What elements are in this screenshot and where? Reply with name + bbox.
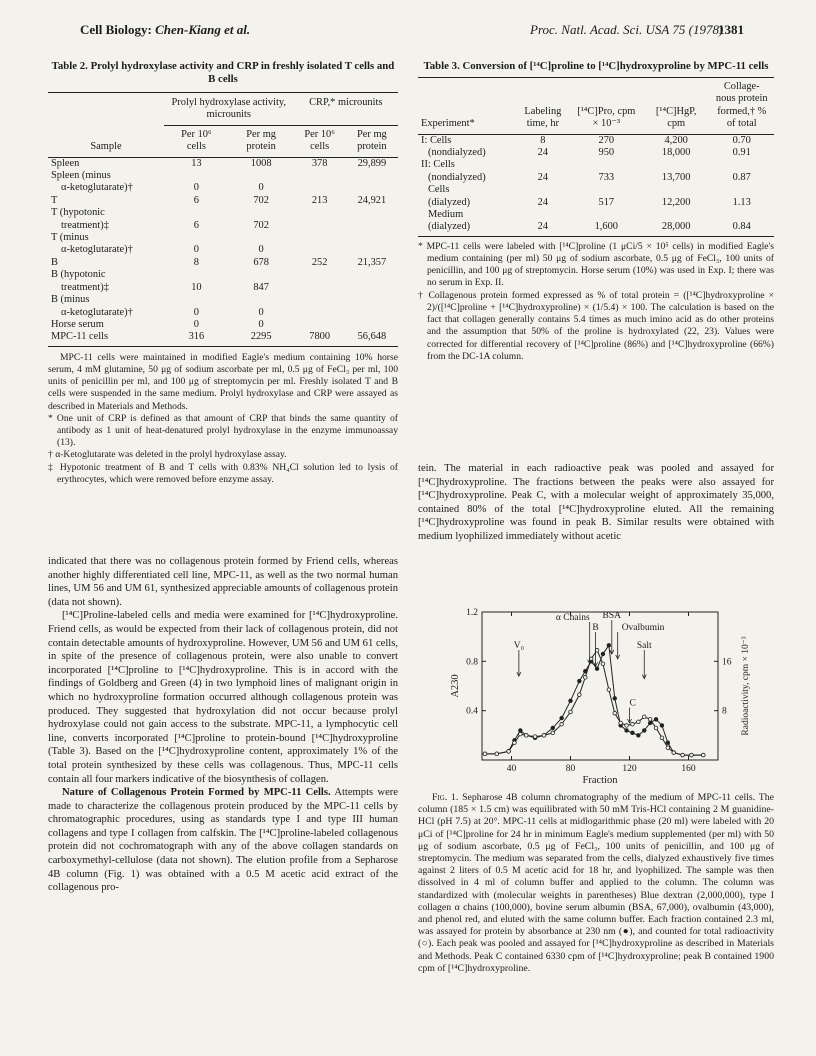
y2-tick-label: 16 xyxy=(722,657,732,668)
table-3-cell: 0.70 xyxy=(732,134,751,146)
table-2-cell: 378 xyxy=(311,157,328,169)
table-2-sample xyxy=(48,207,164,232)
table-2-cell xyxy=(294,294,346,319)
table-2-cell: 8 xyxy=(193,256,199,268)
radioactivity-point xyxy=(495,752,499,756)
absorbance-point xyxy=(601,652,605,656)
radioactivity-point xyxy=(613,711,617,715)
table-2-caption: Table 2. Prolyl hydroxylase activity and CRP in freshly isolated T cells and B cells xyxy=(51,60,395,85)
table-3-cell xyxy=(709,159,774,171)
table-2-sample xyxy=(48,294,164,319)
table-2-sample xyxy=(48,157,164,170)
table-3-row xyxy=(418,159,774,171)
table-2-cell xyxy=(346,294,398,319)
right-body-text xyxy=(418,462,774,544)
table-3-col-collagenous: Collage- nous protein formed,† % of total xyxy=(715,81,768,130)
absorbance-point xyxy=(595,667,599,671)
table-2-sample-line-2: treatment)‡ xyxy=(61,219,109,231)
x-tick-label: 120 xyxy=(622,764,637,774)
table-2-sample-line-1: T xyxy=(51,194,58,206)
table-3-grid xyxy=(418,81,774,234)
absorbance-point xyxy=(631,731,635,735)
table-2-cell xyxy=(294,319,346,331)
left-paragraph-3-text: Attempts were made to characterize the collagenous protein produced by the MPC-11 cells by chromatographic procedures, using as standards type I and type III human collagens and type I collagen from calfskin. The [¹⁴C]proline-labeled collagenous protein did not cochromatograph with any of the above collagen standards on carboxymethyl-cellulose (data not shown). The elution profile from a Sepharose 4B column (Fig. 1) was obtained with a 0.5 M acetic acid extract of the collagenous pro- xyxy=(48,787,398,894)
right-paragraph-1: tein. The material in each radioactive peak was pooled and assayed for [¹⁴C]hydroxyproline. The fractions between the peaks were also assayed for [¹⁴C]hydroxyproline. Peak C, with a molecular weight of approximately 35,000, contained 80% of the total [¹⁴C]hydroxyproline eluted. All the remaining [¹⁴C]hydroxyproline was found in peak B. Similar results were obtained with medium lyophilized immediately without acetic xyxy=(418,463,774,542)
x-tick-label: 160 xyxy=(681,764,696,774)
table-2-cell: 213 xyxy=(311,194,328,206)
annotation-label: V₀ xyxy=(513,641,524,651)
table-2-cell xyxy=(346,170,398,195)
table-3-cell: 24 xyxy=(537,221,549,233)
table-2-row xyxy=(48,195,398,207)
table-2-sample xyxy=(48,331,164,343)
table-2-cell: 678 xyxy=(253,256,269,268)
table-3-cell xyxy=(570,209,643,221)
absorbance-point xyxy=(560,716,564,720)
absorbance-point xyxy=(654,718,658,722)
table-3-cell xyxy=(570,184,643,196)
table-3-cell: 733 xyxy=(598,171,615,183)
table-3-row xyxy=(418,197,774,209)
radioactivity-point xyxy=(625,724,629,728)
page-number: 1381 xyxy=(718,22,744,37)
annotation-label: Ovalbumin xyxy=(621,623,665,633)
absorbance-point xyxy=(666,741,670,745)
absorbance-point xyxy=(660,724,664,728)
table-3-cell xyxy=(643,159,710,171)
table-2-sample-line-1: MPC-11 cells xyxy=(51,331,109,343)
left-paragraph-2: [¹⁴C]Proline-labeled cells and media were examined for [¹⁴C]hydroxyproline. Friend cells, as would be expected from their lack of collagenous protein, did not contain detectable amounts of hydroxyproline. However, UM 56 and UM 61 cells, in spite of the presence of collagenous protein, were also unable to convert incorporated [¹⁴C]proline to [¹⁴C]hydroxyproline. This is in accord with the findings of Goldberg and Green (4) in two lymphoid lines of malignant origin in which no hydroxyproline formation occurred although collagenous protein was produced. They suggested that hydroxylation did not occur because prolyl hydroxylase could not gain access to the substrate. MPC-11, a lymphocytic cell line, converts incorporated [¹⁴C]proline to protein-bound [¹⁴C]hydroxyproline (Table 3). Based on the [¹⁴C]hydroxyproline content, approximately 1% of the total protein synthesized by these cells was collagenous. Thus, MPC-11 cells contain all four markers indicative of the biosynthesis of collagen. xyxy=(48,610,398,785)
section-heading: Nature of Collagenous Protein Formed by MPC-11 Cells. xyxy=(62,787,331,799)
x-axis-label: Fraction xyxy=(582,775,618,786)
table-2-cell: 7800 xyxy=(309,331,331,343)
table-3-cell: 4,200 xyxy=(664,134,688,146)
table-2-cell: 0 xyxy=(258,306,264,318)
table-3-footnotes xyxy=(418,241,774,363)
radioactivity-point xyxy=(607,688,611,692)
table-2-note-ddagger: ‡ Hypotonic treatment of B and T cells with 0.83% NH₄Cl solution led to lysis of erythrocytes, which were removed before enzyme assay. xyxy=(48,461,398,485)
table-2-cell: 24,921 xyxy=(357,194,387,206)
table-3-cell: 8 xyxy=(540,134,546,146)
table-2-cell: 6 xyxy=(193,194,199,206)
table-2-row xyxy=(48,207,398,232)
table-2-cell xyxy=(294,170,346,195)
table-3-row xyxy=(418,221,774,233)
table-3-row xyxy=(418,147,774,159)
table-3-col-time: Labeling time, hr xyxy=(524,105,562,130)
author-label: Chen-Kiang et al. xyxy=(155,22,251,37)
radioactivity-point xyxy=(578,693,582,697)
table-3-note-dagger: † Collagenous protein formed expressed as % of total protein = ([¹⁴C]hydroxyproline × 2)/([¹⁴C]proline + [¹⁴C]hydroxyproline) × (1/5.4) × 100. The calculation is based on the fact that collagen generally contains 5.4 times as much imino acid as do other proteins and the assumption that 50% of the proline is hydroxylated (22, 23). Values were corrected for differential recovery of [¹⁴C]proline (86%) and [¹⁴C]hydroxyproline (66%) from the DC-1A column. xyxy=(418,289,774,362)
table-3-cell xyxy=(516,209,570,221)
absorbance-point xyxy=(613,697,617,701)
table-2-note-main: MPC-11 cells were maintained in modified Eagle's medium containing 10% horse serum, 4 mM glutamine, 50 μg of sodium ascorbate per ml, 0.5 μg of FeCl₃ per ml, 100 units of penicillin per ml, and 100 μg of streptomycin per ml. Freshly isolated T and B cells were suspended in the same medium. Prolyl hydroxylase and CRP were assayed as described in Materials and Methods. xyxy=(48,351,398,412)
table-3-experiment: I: Cells xyxy=(421,134,452,146)
radioactivity-point xyxy=(701,753,705,757)
absorbance-point xyxy=(625,729,629,733)
y-tick-label: 0.4 xyxy=(466,706,478,717)
table-3-experiment: Medium xyxy=(428,209,464,221)
radioactivity-point xyxy=(690,753,694,757)
table-3-note-star: * MPC-11 cells were labeled with [¹⁴C]proline (1 μCi/5 × 10⁵ cells) in modified Eagle's medium containing (per ml) 50 μg of sodium ascorbate, 0.5 μg of FeCl₃, 100 units of penicillin, and 100 μg of streptomycin. Horse serum (10%) was used in Exp. I; there was no serum in Exp. II. xyxy=(418,240,774,289)
annotation-label: Salt xyxy=(636,641,652,651)
table-2-cell xyxy=(294,232,346,257)
table-2-cell: 56,648 xyxy=(357,331,387,343)
table-2-note-star: * One unit of CRP is defined as that amount of CRP that binds the same quantity of antibody as 1 unit of heat-denatured prolyl hydroxylase in the enzyme immunoassay (13). xyxy=(48,412,398,449)
table-2-sample-line-1: Spleen xyxy=(51,157,80,169)
table-2-cell: 702 xyxy=(253,194,269,206)
table-2-cell: 0 xyxy=(193,318,199,330)
left-body-text xyxy=(48,555,398,895)
annotation-label: α Chains xyxy=(555,613,590,623)
table-3-cell: 1.13 xyxy=(732,196,751,208)
table-2-cell: 21,357 xyxy=(357,256,387,268)
table-2-sample-line-2: α-ketoglutarate)† xyxy=(61,244,133,256)
figure-1-caption-text: Sepharose 4B column chromatography of the medium of MPC-11 cells. The column (185 × 1.5 cm) was equilibrated with 50 mM Tris-HCl containing 2 M guanidine-HCl (pH 7.5) at 20°. MPC-11 cells at midlogarithmic phase (20 ml) were labeled with 20 μCi of [¹⁴C]proline for 24 hr in minimum Eagle's medium supplemented (per ml) with 50 μg of sodium ascorbate, 0.5 μg of FeCl₃, 100 units of penicillin, and 100 μg of streptomycin. The medium was separated from the cells, dialyzed exhaustively five times against 2 liters of 0.5 M acetic acid for 18 hr, and lyophilized. The sample was then dissolved in 4 ml of column buffer and applied to the column. The column was standardized with (molecular weights in parentheses) Blue dextran (2,000,000), type I collagen α chains (100,000), bovine serum albumin (BSA, 67,000), ovalbumin (43,000), and phenol red, and eluted with the same column buffer. Each fraction contained 2.3 ml, was assayed for protein by absorbance at 230 nm (●), and counted for total radioactivity (○). Each peak was pooled and assayed for [¹⁴C]hydroxyproline as described in Materials and Methods. Peak C contained 6330 cpm of [¹⁴C]hydroxyproline; peak B contained 1900 cpm of [¹⁴C]hydroxyproline. xyxy=(418,792,774,974)
y-tick-label: 0.8 xyxy=(466,657,478,668)
journal-citation: Proc. Natl. Acad. Sci. USA 75 (1978) xyxy=(530,22,724,37)
table-2-row xyxy=(48,170,398,195)
table-3-cell: 12,200 xyxy=(661,196,691,208)
table-3-caption: Table 3. Conversion of [¹⁴C]proline to [¹⁴C]hydroxyproline by MPC-11 cells xyxy=(423,60,769,72)
table-2-cell: 0 xyxy=(258,318,264,330)
table-2-row xyxy=(48,319,398,331)
radioactivity-point xyxy=(551,731,555,735)
radioactivity-point xyxy=(519,732,523,736)
table-3-col-pro: [¹⁴C]Pro, cpm × 10⁻³ xyxy=(577,105,636,130)
radioactivity-point xyxy=(637,720,641,724)
table-3-row xyxy=(418,172,774,184)
table-2-cell xyxy=(346,207,398,232)
table-2-footnotes xyxy=(48,352,398,486)
absorbance-point xyxy=(569,699,573,703)
radioactivity-point xyxy=(483,752,487,756)
table-2-cell: 6 xyxy=(193,219,199,231)
left-paragraph-1: indicated that there was no collagenous protein formed by Friend cells, whereas another highly differentiated cell line, MPC-11, as well as the two normal human lines, UM 56 and UM 61, synthesized appreciable amounts of collagenous protein (data not shown). xyxy=(48,556,398,608)
table-2-cell: 2295 xyxy=(250,331,272,343)
table-3-experiment: (nondialyzed) xyxy=(428,171,486,183)
table-2-cell xyxy=(346,319,398,331)
table-3-cell xyxy=(570,159,643,171)
table-3-cell: 0.91 xyxy=(732,147,751,159)
radioactivity-point xyxy=(672,751,676,755)
table-2-sample xyxy=(48,257,164,269)
table-2-cell xyxy=(346,232,398,257)
table-2-cell xyxy=(294,207,346,232)
left-paragraph-3 xyxy=(48,786,398,895)
radioactivity-point xyxy=(533,735,537,739)
table-2-row xyxy=(48,257,398,269)
table-2-col-permg-b: Per mg protein xyxy=(357,128,387,153)
table-3-experiment: (dialyzed) xyxy=(428,196,471,208)
table-3-cell xyxy=(516,184,570,196)
table-2-cell: 847 xyxy=(253,281,269,293)
radioactivity-point xyxy=(654,726,658,730)
table-2-group-1: Prolyl hydroxylase activity, microunits xyxy=(171,97,286,121)
table-2-sample-line-2: α-ketoglutarate)† xyxy=(61,306,133,318)
table-3-cell: 24 xyxy=(537,171,549,183)
table-3-experiment: (dialyzed) xyxy=(428,221,471,233)
table-2-col-sample: Sample xyxy=(90,141,122,153)
table-3-cell: 28,000 xyxy=(661,221,691,233)
table-3-cell: 517 xyxy=(598,196,615,208)
radioactivity-point xyxy=(524,734,528,738)
table-3-cell: 270 xyxy=(598,134,615,146)
table-2-cell: 29,899 xyxy=(357,157,387,169)
table-2-cell: 0 xyxy=(193,244,199,256)
table-2-row xyxy=(48,331,398,343)
radioactivity-point xyxy=(601,662,605,666)
table-2-sample-line-1: Spleen (minus xyxy=(51,170,111,182)
table-3-cell xyxy=(709,184,774,196)
table-3-cell xyxy=(709,209,774,221)
table-2-cell: 10 xyxy=(191,281,202,293)
table-2-sample-line-2: treatment)‡ xyxy=(61,281,109,293)
radioactivity-point xyxy=(583,676,587,680)
table-2-row xyxy=(48,157,398,170)
table-3-cell: 1,600 xyxy=(594,221,618,233)
absorbance-point xyxy=(578,679,582,683)
radioactivity-point xyxy=(507,750,511,754)
y-axis-label: A230 xyxy=(450,674,461,698)
table-2-cell: 13 xyxy=(191,157,202,169)
radioactivity-line xyxy=(485,650,703,755)
x-tick-label: 40 xyxy=(506,764,517,774)
table-2-cell: 702 xyxy=(253,219,269,231)
table-2-cell: 0 xyxy=(193,306,199,318)
figure-1-chart xyxy=(418,600,774,790)
table-2-cell: 252 xyxy=(311,256,328,268)
table-2-cell: 0 xyxy=(258,244,264,256)
absorbance-point xyxy=(551,726,555,730)
table-3-experiment: (nondialyzed) xyxy=(428,147,486,159)
table-2-row xyxy=(48,294,398,319)
table-2-sample-line-1: B (minus xyxy=(51,294,90,306)
radioactivity-point xyxy=(619,721,623,725)
table-2-sample xyxy=(48,232,164,257)
table-2-cell: 316 xyxy=(188,331,205,343)
table-3-cell: 24 xyxy=(537,147,549,159)
radioactivity-point xyxy=(681,753,685,757)
table-3-cell: 0.84 xyxy=(732,221,751,233)
y-tick-label: 1.2 xyxy=(466,608,478,618)
table-2-sample-line-1: B (hypotonic xyxy=(51,269,106,281)
absorbance-point xyxy=(637,734,641,738)
table-3-cell xyxy=(643,184,710,196)
table-3-col-hgp: [¹⁴C]HgP, cpm xyxy=(655,105,697,130)
running-head-left xyxy=(80,22,250,38)
table-2-row xyxy=(48,232,398,257)
table-2-cell xyxy=(294,269,346,294)
x-tick-label: 80 xyxy=(565,764,576,774)
table-3-experiment: Cells xyxy=(428,184,450,196)
table-2-sample-line-1: Horse serum xyxy=(51,318,104,330)
table-3-cell: 13,700 xyxy=(661,171,691,183)
radioactivity-point xyxy=(631,722,635,726)
radioactivity-point xyxy=(560,722,564,726)
table-3-col-experiment: Experiment* xyxy=(421,118,475,130)
absorbance-point xyxy=(519,729,523,733)
table-2-cell: 1008 xyxy=(250,157,272,169)
table-2-note-dagger: † α-Ketoglutarate was deleted in the prolyl hydroxylase assay. xyxy=(48,449,287,461)
table-3-experiment: II: Cells xyxy=(421,159,455,171)
table-2 xyxy=(48,60,398,486)
table-3-cell: 18,000 xyxy=(661,147,691,159)
absorbance-point xyxy=(607,644,611,648)
table-2-cell xyxy=(346,269,398,294)
table-2-sample xyxy=(48,319,164,331)
table-2-group-2: CRP,* microunits xyxy=(309,97,383,108)
table-3-row xyxy=(418,134,774,147)
annotation-label: B xyxy=(592,623,599,633)
radioactivity-point xyxy=(648,718,652,722)
radioactivity-point xyxy=(569,710,573,714)
table-2-sample xyxy=(48,170,164,195)
table-2-sample-line-1: T (hypotonic xyxy=(51,207,105,219)
table-2-sample-line-1: B xyxy=(51,256,58,268)
radioactivity-point xyxy=(666,746,670,750)
table-2-sample xyxy=(48,195,164,207)
y2-tick-label: 8 xyxy=(722,706,727,717)
table-2-col-per106-a: Per 10⁶ cells xyxy=(181,128,212,153)
table-3-row xyxy=(418,184,774,196)
annotation-label: BSA xyxy=(602,611,622,621)
figure-1-caption xyxy=(418,792,774,975)
table-3-cell: 24 xyxy=(537,196,549,208)
table-2-sample xyxy=(48,269,164,294)
table-3-cell xyxy=(643,209,710,221)
table-2-sample-line-1: T (minus xyxy=(51,232,89,244)
table-3-cell xyxy=(516,159,570,171)
table-2-col-per106-b: Per 10⁶ cells xyxy=(304,128,335,153)
annotation-label: C xyxy=(629,698,636,709)
table-2-cell: 0 xyxy=(193,182,199,194)
table-2-grid xyxy=(48,97,398,344)
y2-axis-label: Radioactivity, cpm × 10⁻³ xyxy=(741,636,751,736)
table-3-cell: 950 xyxy=(598,147,615,159)
absorbance-point xyxy=(642,729,646,733)
radioactivity-point xyxy=(513,741,517,745)
radioactivity-point xyxy=(542,734,546,738)
table-3-cell: 0.87 xyxy=(732,171,751,183)
radioactivity-point xyxy=(660,736,664,740)
table-2-row xyxy=(48,269,398,294)
figure-1-label: Fig. 1. xyxy=(432,792,459,803)
table-3-row xyxy=(418,209,774,221)
table-2-col-permg-a: Per mg protein xyxy=(246,128,276,153)
table-3 xyxy=(418,60,774,363)
section-label: Cell Biology: xyxy=(80,22,152,37)
radioactivity-point xyxy=(642,715,646,719)
table-2-cell: 0 xyxy=(258,182,264,194)
table-2-sample-line-2: α-ketoglutarate)† xyxy=(61,182,133,194)
